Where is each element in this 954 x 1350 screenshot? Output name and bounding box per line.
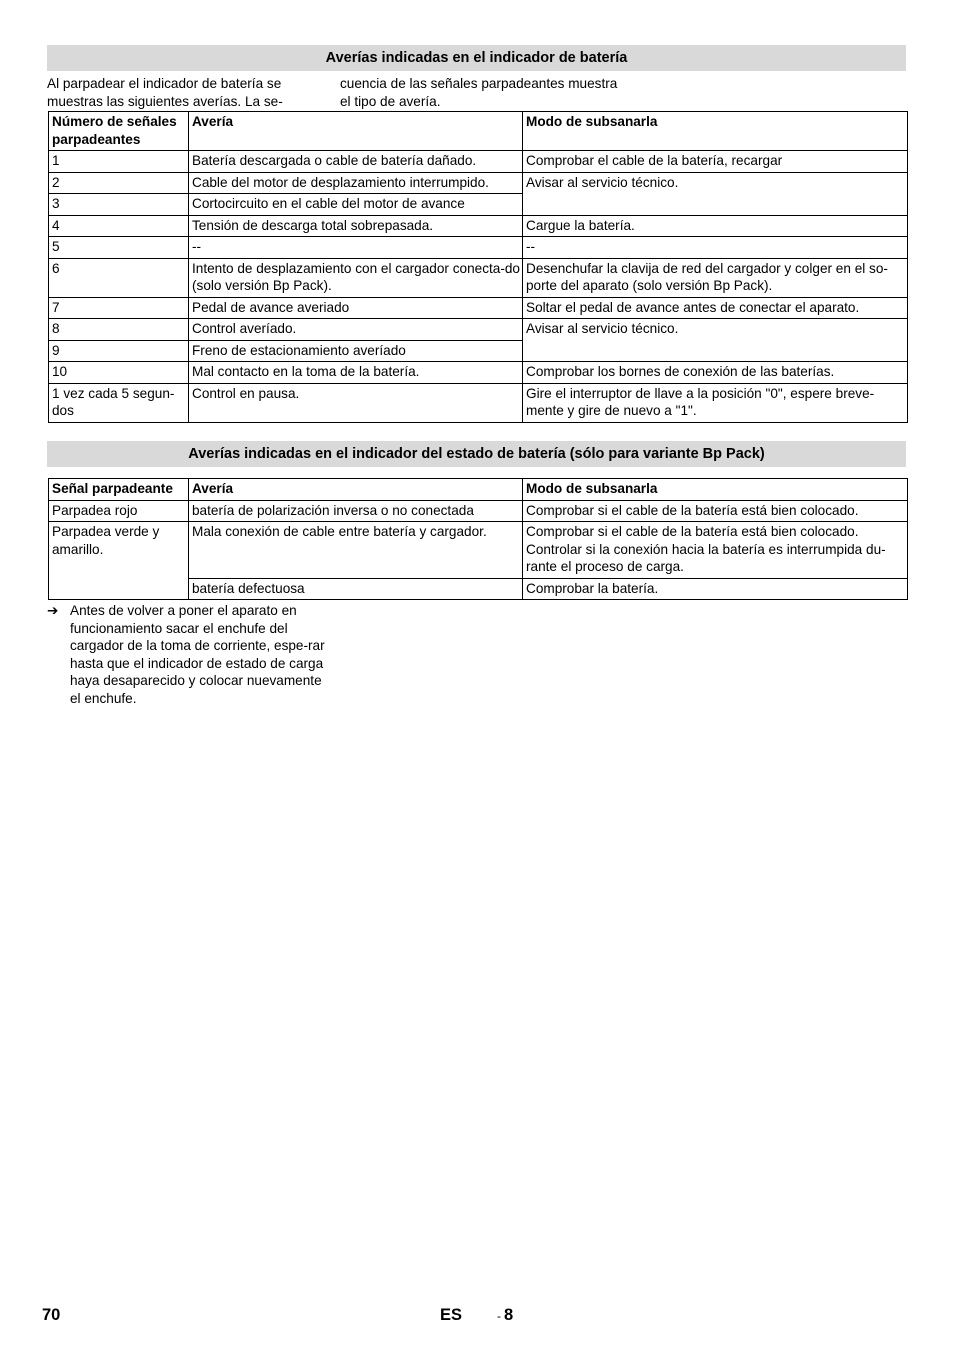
cell-blink-count: 1 xyxy=(49,151,189,173)
cell-fault: Cable del motor de desplazamiento interrumpido. xyxy=(189,172,523,194)
header-fault: Avería xyxy=(189,112,523,151)
cell-remedy: Avisar al servicio técnico. xyxy=(523,172,908,215)
cell-blink-count: 5 xyxy=(49,237,189,259)
header-fault: Avería xyxy=(189,479,523,501)
table-row xyxy=(49,522,908,579)
page-number: 70 xyxy=(42,1306,61,1324)
cell-remedy: Comprobar la batería. xyxy=(523,578,908,600)
cell-fault: -- xyxy=(189,237,523,259)
instruction-text: Antes de volver a poner el aparato en funcionamiento sacar el enchufe del cargador de la toma de corriente, espe-rar hasta que el indicador de estado de carga haya desaparecido y colocar nuevamente el enchufe. xyxy=(70,603,325,706)
cell-blink-signal: Parpadea rojo xyxy=(49,500,189,522)
table-header-row xyxy=(49,479,908,501)
sub-page-value: 8 xyxy=(504,1306,514,1324)
cell-blink-count: 9 xyxy=(49,340,189,362)
cell-blink-count: 6 xyxy=(49,258,189,297)
section-title-charge-status-indicator: Averías indicadas en el indicador del estado de batería (sólo para variante Bp Pack) xyxy=(47,441,906,467)
header-blink-signal: Señal parpadeante xyxy=(49,479,189,501)
table-row xyxy=(49,297,908,319)
section-title-battery-indicator: Averías indicadas en el indicador de batería xyxy=(47,45,906,71)
table-row xyxy=(49,319,908,341)
cell-fault: batería defectuosa xyxy=(189,578,523,600)
cell-remedy: Gire el interruptor de llave a la posición "0", espere breve-mente y gire de nuevo a "1". xyxy=(523,383,908,422)
cell-remedy: Avisar al servicio técnico. xyxy=(523,319,908,362)
cell-fault: Control en pausa. xyxy=(189,383,523,422)
table-header-row xyxy=(49,112,908,151)
header-remedy: Modo de subsanarla xyxy=(523,112,908,151)
header-blink-count: Número de señales parpadeantes xyxy=(49,112,189,151)
fault-table-charge-status xyxy=(48,478,908,600)
cell-fault: Mal contacto en la toma de la batería. xyxy=(189,362,523,384)
table-row xyxy=(49,362,908,384)
intro-text-col1: Al parpadear el indicador de batería se muestras las siguientes averías. La se- xyxy=(47,76,283,109)
cell-blink-signal: Parpadea verde y amarillo. xyxy=(49,522,189,600)
cell-fault: Pedal de avance averiado xyxy=(189,297,523,319)
arrow-right-icon: ➔ xyxy=(47,603,59,618)
cell-fault: batería de polarización inversa o no conectada xyxy=(189,500,523,522)
cell-fault: Intento de desplazamiento con el cargador conecta-do (solo versión Bp Pack). xyxy=(189,258,523,297)
table-row xyxy=(49,500,908,522)
cell-remedy: -- xyxy=(523,237,908,259)
cell-blink-count: 2 xyxy=(49,172,189,194)
table-row xyxy=(49,172,908,194)
table-row xyxy=(49,151,908,173)
table-row xyxy=(49,237,908,259)
sub-page-number: - 8 xyxy=(497,1306,514,1324)
cell-blink-count: 10 xyxy=(49,362,189,384)
cell-remedy: Comprobar si el cable de la batería está bien colocado. xyxy=(523,500,908,522)
language-code: ES xyxy=(440,1306,463,1324)
cell-fault: Freno de estacionamiento averíado xyxy=(189,340,523,362)
fault-table-blink-signals xyxy=(48,111,908,423)
table-row xyxy=(49,383,908,422)
cell-remedy: Soltar el pedal de avance antes de conectar el aparato. xyxy=(523,297,908,319)
cell-remedy: Comprobar el cable de la batería, recargar xyxy=(523,151,908,173)
cell-remedy: Desenchufar la clavija de red del cargador y colger en el so-porte del aparato (solo versión Bp Pack). xyxy=(523,258,908,297)
table-row xyxy=(49,215,908,237)
cell-blink-count: 3 xyxy=(49,194,189,216)
instruction-note xyxy=(47,602,337,707)
cell-fault: Batería descargada o cable de batería dañado. xyxy=(189,151,523,173)
cell-blink-count: 1 vez cada 5 segun-dos xyxy=(49,383,189,422)
header-remedy: Modo de subsanarla xyxy=(523,479,908,501)
cell-fault: Tensión de descarga total sobrepasada. xyxy=(189,215,523,237)
cell-blink-count: 7 xyxy=(49,297,189,319)
cell-fault: Control averíado. xyxy=(189,319,523,341)
table-row xyxy=(49,258,908,297)
cell-remedy: Cargue la batería. xyxy=(523,215,908,237)
cell-fault: Cortocircuito en el cable del motor de avance xyxy=(189,194,523,216)
cell-blink-count: 8 xyxy=(49,319,189,341)
cell-remedy: Comprobar los bornes de conexión de las baterías. xyxy=(523,362,908,384)
cell-blink-count: 4 xyxy=(49,215,189,237)
cell-fault: Mala conexión de cable entre batería y cargador. xyxy=(189,522,523,579)
intro-text-col2: cuencia de las señales parpadeantes muestra el tipo de avería. xyxy=(340,76,618,109)
cell-remedy: Comprobar si el cable de la batería está bien colocado. Controlar si la conexión hacia la batería es interrumpida du-rante el proceso de carga. xyxy=(523,522,908,579)
